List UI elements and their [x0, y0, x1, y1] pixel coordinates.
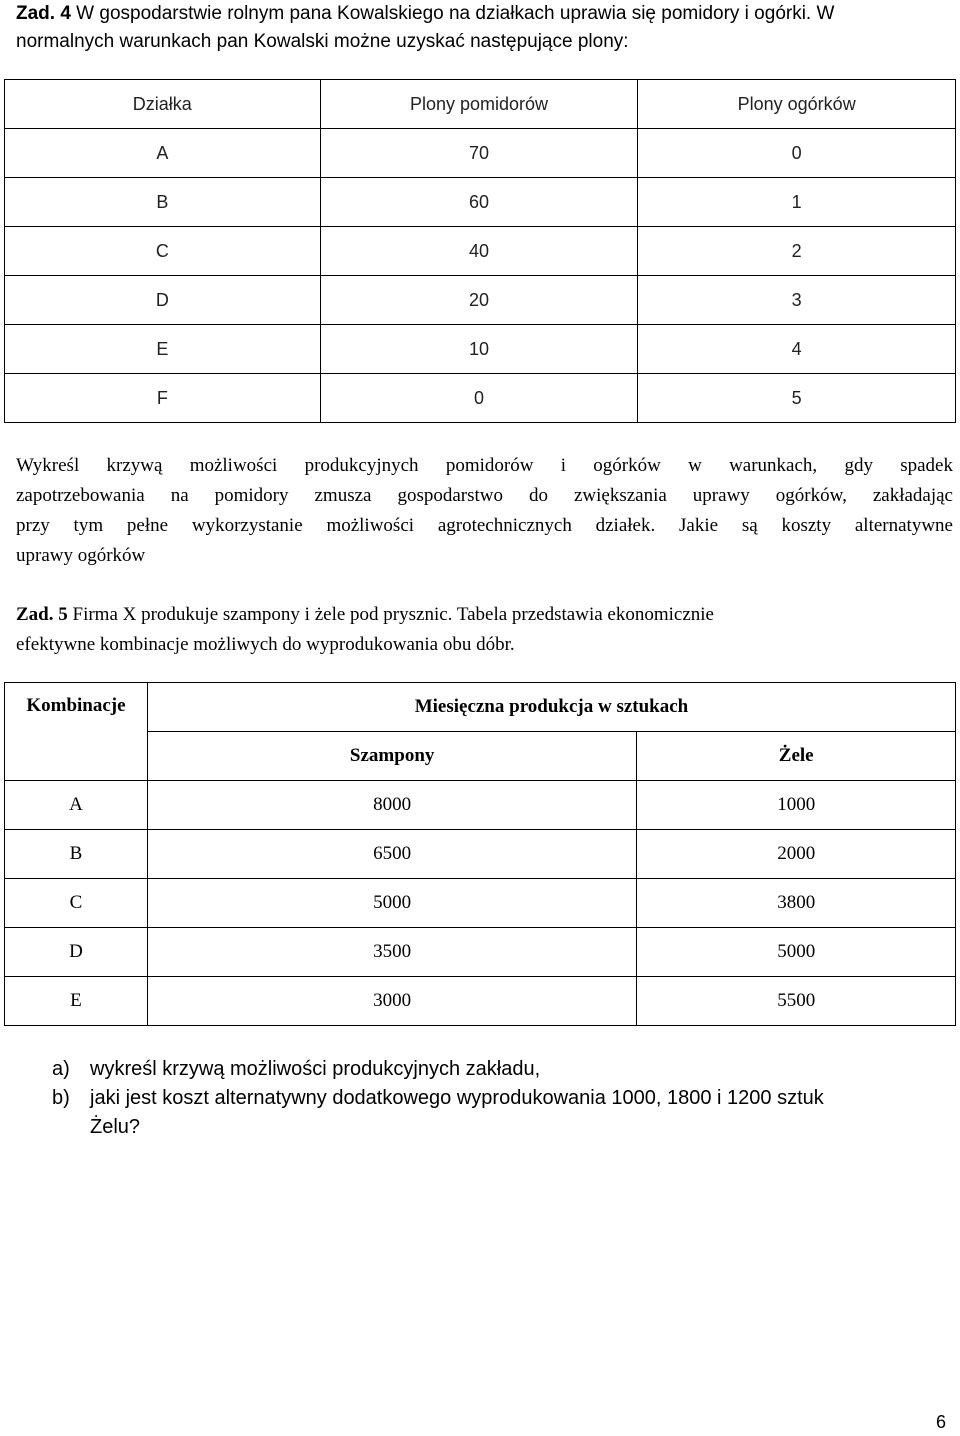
header-plot: Działka	[5, 80, 321, 129]
header-gels: Żele	[637, 732, 956, 781]
header-cucumber-yield: Plony ogórków	[638, 80, 956, 129]
cell-shampoos: 6500	[147, 830, 636, 879]
table-row	[5, 129, 956, 178]
cell-gels: 1000	[637, 781, 956, 830]
table-row	[5, 830, 956, 879]
page-number: 6	[936, 1412, 947, 1432]
cell-gels: 5500	[637, 977, 956, 1026]
question-a	[52, 1055, 540, 1084]
production-table-subheader-row	[5, 732, 956, 781]
cell-tomato: 10	[320, 325, 638, 374]
table-row	[5, 781, 956, 830]
task4-question-line3: przy tym pełne wykorzystanie możliwości agrotechnicznych działek. Jakie są koszty alternatywne	[16, 515, 953, 536]
task4-question-line2: zapotrzebowania na pomidory zmusza gospodarstwo do zwiększania uprawy ogórków, zakładając	[16, 485, 953, 506]
header-shampoos: Szampony	[147, 732, 636, 781]
question-b-text-line1: jaki jest koszt alternatywny dodatkowego wyprodukowania 1000, 1800 i 1200 sztuk	[90, 1087, 824, 1109]
cell-plot: B	[5, 178, 321, 227]
cell-tomato: 0	[320, 374, 638, 423]
table-row	[5, 879, 956, 928]
cell-shampoos: 5000	[147, 879, 636, 928]
task5-heading: Zad. 5	[16, 604, 68, 625]
task4-heading: Zad. 4	[16, 3, 71, 24]
cell-combination: C	[5, 879, 148, 928]
cell-gels: 3800	[637, 879, 956, 928]
task4-intro-line1	[16, 0, 946, 29]
task4-question-line1: Wykreśl krzywą możliwości produkcyjnych pomidorów i ogórków w warunkach, gdy spadek	[16, 455, 953, 476]
production-table	[4, 682, 956, 1026]
cell-shampoos: 3000	[147, 977, 636, 1026]
cell-cucumber: 0	[638, 129, 956, 178]
question-a-marker: a)	[52, 1058, 70, 1080]
yield-table-header-row	[5, 80, 956, 129]
cell-plot: A	[5, 129, 321, 178]
cell-shampoos: 3500	[147, 928, 636, 977]
cell-combination: A	[5, 781, 148, 830]
cell-tomato: 40	[320, 227, 638, 276]
header-tomato-yield: Plony pomidorów	[320, 80, 638, 129]
cell-cucumber: 5	[638, 374, 956, 423]
task5-intro-line1	[16, 600, 714, 630]
cell-combination: D	[5, 928, 148, 977]
table-row	[5, 928, 956, 977]
cell-plot: E	[5, 325, 321, 374]
cell-plot: F	[5, 374, 321, 423]
header-combinations-label: Kombinacje	[26, 695, 126, 716]
cell-tomato: 60	[320, 178, 638, 227]
table-row	[5, 374, 956, 423]
cell-cucumber: 1	[638, 178, 956, 227]
task5-intro-line2: efektywne kombinacje możliwych do wyprodukowania obu dóbr.	[16, 634, 515, 655]
header-combinations	[5, 683, 148, 781]
task4-intro-text1: W gospodarstwie rolnym pana Kowalskiego na działkach uprawia się pomidory i ogórki. W	[70, 3, 835, 24]
table-row	[5, 178, 956, 227]
task4-question-line4: uprawy ogórków	[16, 545, 146, 566]
task4-intro-line2: normalnych warunkach pan Kowalski możne uzyskać następujące plony:	[16, 31, 629, 52]
cell-gels: 5000	[637, 928, 956, 977]
header-monthly-production: Miesięczna produkcja w sztukach	[147, 683, 955, 732]
table-row	[5, 325, 956, 374]
cell-tomato: 20	[320, 276, 638, 325]
task5-intro-text1: Firma X produkuje szampony i żele pod prysznic. Tabela przedstawia ekonomicznie	[67, 604, 714, 625]
table-row	[5, 977, 956, 1026]
question-b-marker: b)	[52, 1087, 70, 1109]
cell-plot: D	[5, 276, 321, 325]
cell-plot: C	[5, 227, 321, 276]
yield-table	[4, 79, 956, 423]
cell-cucumber: 3	[638, 276, 956, 325]
question-b	[52, 1084, 824, 1113]
cell-tomato: 70	[320, 129, 638, 178]
table-row	[5, 227, 956, 276]
cell-combination: E	[5, 977, 148, 1026]
cell-cucumber: 4	[638, 325, 956, 374]
question-b-continuation: Żelu?	[90, 1116, 141, 1138]
cell-shampoos: 8000	[147, 781, 636, 830]
cell-cucumber: 2	[638, 227, 956, 276]
table-row	[5, 276, 956, 325]
production-table-header-row	[5, 683, 956, 732]
cell-gels: 2000	[637, 830, 956, 879]
question-a-text: wykreśl krzywą możliwości produkcyjnych zakładu,	[90, 1058, 541, 1080]
cell-combination: B	[5, 830, 148, 879]
